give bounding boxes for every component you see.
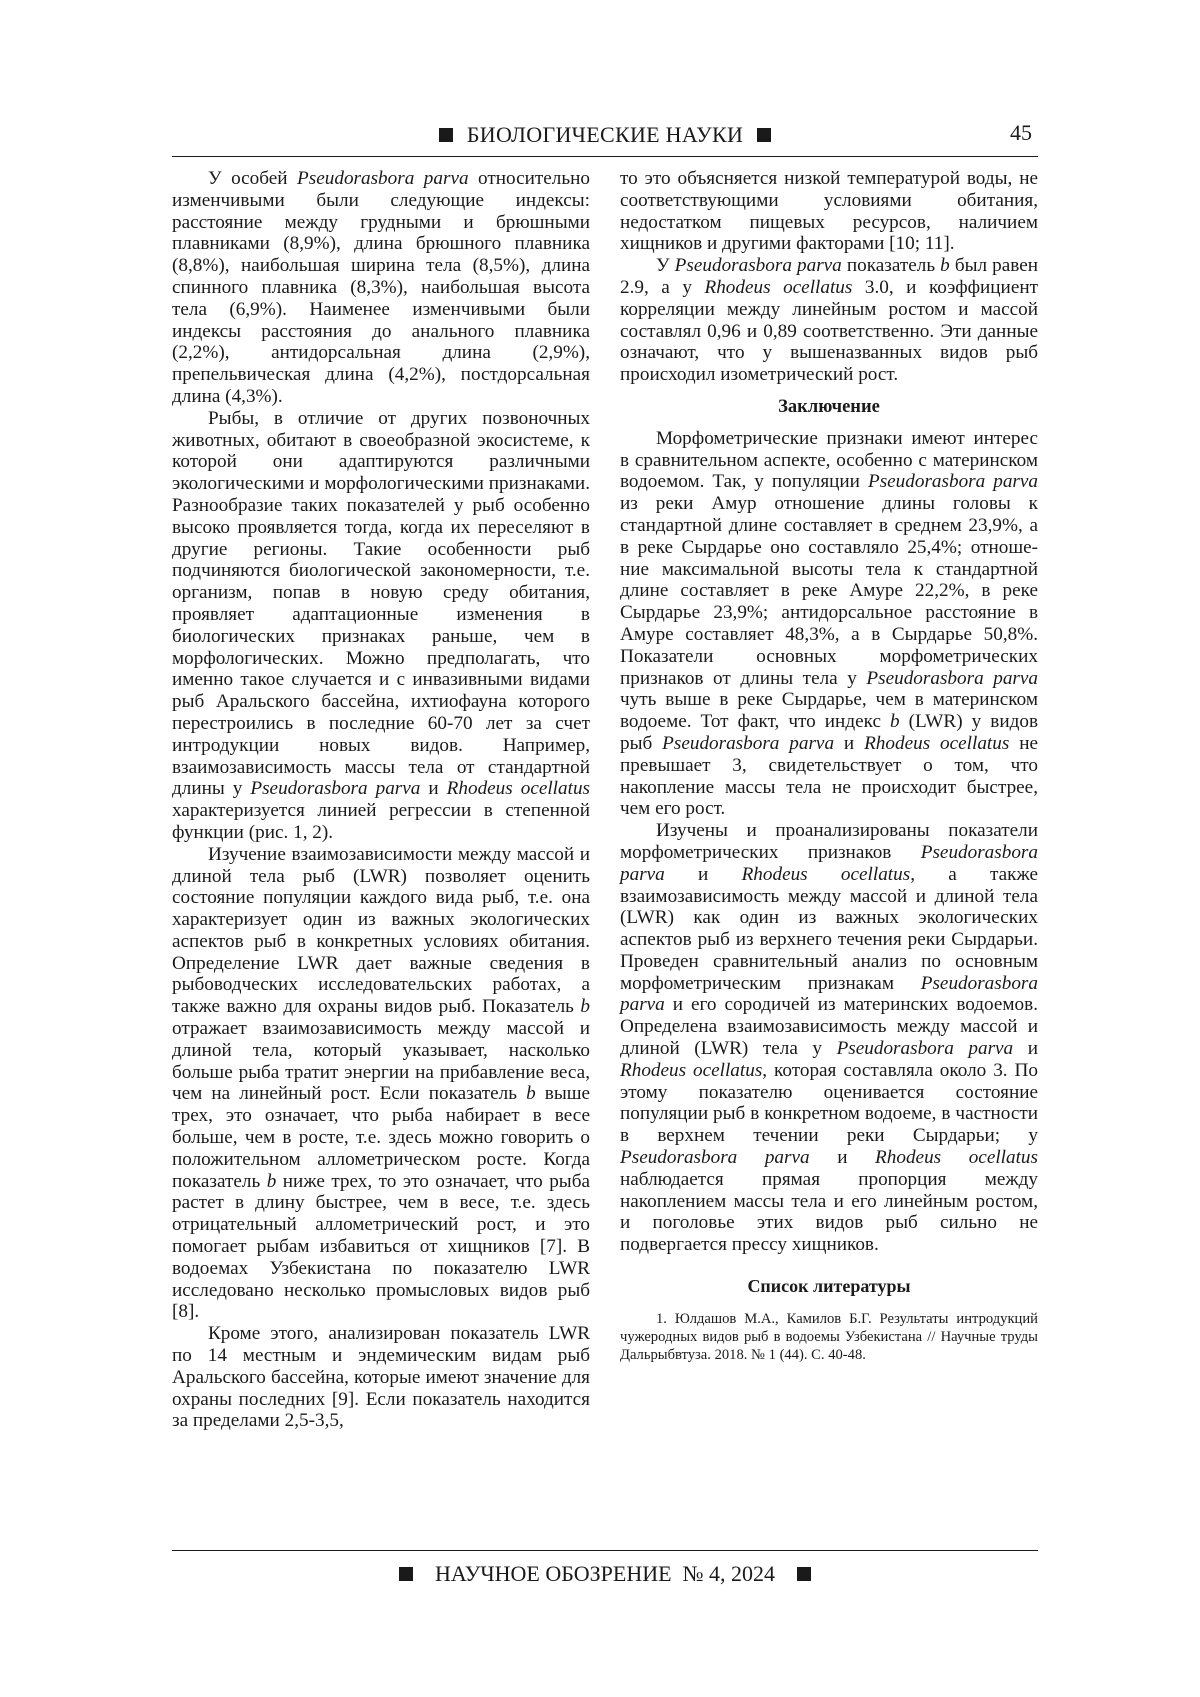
page-footer	[172, 1550, 1038, 1587]
running-head	[172, 122, 1038, 148]
paragraph: Кроме этого, анализирован показатель LWR по 14 местным и эндемическим видам рыб Аральского бассейна, которые имеют значение для охраны последних [9]. Если показатель находится за пределами 2,5-3,5,	[172, 1323, 590, 1432]
paragraph: Морфометрические признаки имеют интерес в сравнительном аспекте, особенно с материнском водоемом. Так, у популяции Pseudorasbora parva из реки Амур отношение длины головы к стандартной длине составляет в среднем 23,9%, а в реке Сырдарье оно составляло 25,4%; отношение максимальной высоты тела к стандартной длине составляет в реке Амуре 22,2%, в реке Сырдарье 23,9%; антидорсальное расстояние в Амуре составляет 48,3%, а в Сырдарье 50,8%. Показатели основных морфометрических признаков от длины тела у Pseudorasbora parva чуть выше в реке Сырдарье, чем в материнском водоеме. Тот факт, что индекс b (LWR) у видов рыб Pseudorasbora parva и Rhodeus ocellatus не превышает 3, свидетельствует о том, что накопление массы тела не происходит быстрее, чем его рост.	[620, 427, 1039, 820]
paragraph: У Pseudorasbora parva показатель b был равен 2.9, а у Rhodeus ocellatus 3.0, и коэффициент корреляции между линейным ростом и массой составлял 0,96 и 0,89 соответственно. Эти данные означают, что у вышеназванных видов рыб происходил изометрический рост.	[620, 255, 1038, 386]
square-bullet-icon	[797, 1567, 811, 1581]
paragraph: Рыбы, в отличие от других позвоночных животных, обитают в своеобразной экосистеме, к которой они адаптируются различными экологическими и морфологическими признаками. Разнообразие таких показателей у рыб особенно высоко проявляется тогда, когда их переселяют в другие регионы. Такие особенности рыб подчиняются биологической закономерности, т.е. организм, попав в новую среду обитания, проявляет адаптационные изменения в биологических признаках раньше, чем в морфологических. Можно предполагать, что именно такое случается и с инвазивными видами рыб Аральского бассейна, ихтиофауна которого перестроились в последние 60-70 лет за счет интродукции новых видов. Например, взаимозависимость массы тела от стандартной длины у Pseudorasbora parva и Rhodeus ocellatus характеризуется линией регрессии в степенной функции (рис. 1, 2).	[172, 407, 591, 843]
page-number: 45	[1010, 120, 1032, 145]
section-heading-conclusion: Заключение	[778, 396, 880, 417]
references-heading: Список литературы	[747, 1276, 911, 1297]
right-column	[620, 168, 1038, 1364]
paragraph: Изучение взаимозависимости между массой и длиной тела рыб (LWR) позволяет оценить состояние популяции каждого вида рыб, т.е. она характеризует один из важных экологических аспектов рыб в конкретных условиях обитания. Определение LWR дает важные сведения в рыбоводческих исследовательских работах, а также важно для охраны видов рыб. Показатель b отражает взаимозависимость между массой и длиной тела, который указывает, насколько больше рыба тратит энергии на прибавление веса, чем на линейный рост. Если показатель b выше трех, это означает, что рыба набирает в весе больше, чем в росте, т.е. здесь можно говорить о положительном аллометрическом росте. Когда показатель b ниже трех, то это означает, что рыба растет в длину быстрее, чем в весе, т.е. здесь отрицательный аллометрический рост, и это помогает рыбам избавиться от хищников [7]. В водоемах Узбекистана по показателю LWR исследовано несколько промысловых видов рыб [8].	[172, 843, 591, 1323]
section-running-title: БИОЛОГИЧЕСКИЕ НАУКИ	[466, 122, 744, 147]
left-column	[172, 168, 590, 1432]
issue-info: № 4, 2024	[682, 1561, 776, 1586]
square-bullet-icon	[757, 128, 771, 142]
square-bullet-icon	[439, 128, 453, 142]
square-bullet-icon	[399, 1567, 413, 1581]
reference-item: 1. Юлдашов М.А., Камилов Б.Г. Результаты интродукций чужеродных видов рыб в водоемы Узбекистана // Научные труды Дальрыбвтуза. 2018. № 1 (44). С. 40-48.	[620, 1310, 1038, 1363]
page-header	[172, 120, 1038, 157]
paragraph: то это объясняется низкой температурой воды, не соответствующими условиями обитания, недостатком пищевых ресурсов, наличием хищников и другими факторами [10; 11].	[620, 168, 1038, 255]
journal-name: НАУЧНОЕ ОБОЗРЕНИЕ	[434, 1561, 672, 1586]
paragraph: У особей Pseudorasbora parva относительно изменчивыми были следующие индексы: расстояние между грудными и брюшными плавниками (8,9%), длина брюшного плавника (8,8%), наибольшая ширина тела (8,5%), длина спинного плавника (8,3%), наибольшая высота тела (6,9%). Наименее изменчивыми были индексы расстояния до анального плавника (2,2%), антидорсальная длина (2,9%), препельвическая длина (4,2%), постдорсальная длина (4,3%).	[172, 168, 590, 407]
paragraph: Изучены и проанализированы показатели морфометрических признаков Pseudorasbora parva и Rhodeus ocellatus, а также взаимозависимость между массой и длиной тела (LWR) как один из важных экологических аспектов рыб из верхнего течения реки Сырдарьи. Проведен сравнительный анализ по основным морфометрическим признакам Pseudorasbora parva и его сородичей из материнских водоемов. Определена взаимозависимость между массой и длиной (LWR) тела у Pseudorasbora parva и Rhodeus ocellatus, которая составляла около 3. По этому показателю оценивается состояние популяции рыб в конкретном водоеме, в частности в верхнем течении реки Сырдарьи; у Pseudorasbora parva и Rhodeus ocellatus наблюдается прямая пропорция между накоплением массы тела и его линейным ростом, и поголовье этих видов рыб сильно не подвергается прессу хищников.	[620, 820, 1038, 1256]
